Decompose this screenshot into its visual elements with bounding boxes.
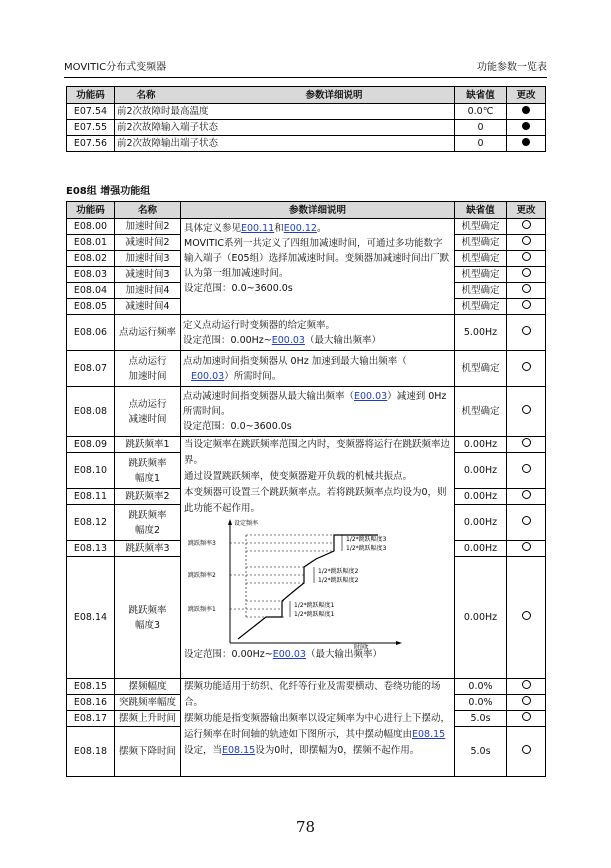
param-name: 减速时间4 — [115, 299, 181, 315]
name-line: 跳跃频率 — [128, 604, 167, 616]
col-header-detail: 参数详细说明 — [305, 89, 363, 101]
param-desc-jump — [181, 437, 455, 679]
param-name: 跳跃频率1 — [115, 437, 181, 453]
param-code: E08.00 — [67, 219, 115, 235]
table-row — [67, 387, 546, 437]
change-mark — [507, 727, 546, 777]
col-header-change: 更改 — [507, 87, 546, 104]
param-code: E08.14 — [67, 557, 115, 679]
col-header-default: 缺省值 — [455, 87, 507, 104]
param-name — [115, 505, 181, 541]
open-circle-icon — [522, 542, 531, 551]
param-code: E08.11 — [67, 489, 115, 505]
change-mark — [507, 387, 546, 437]
col-header-name: 名称 — [136, 89, 156, 101]
desc-range: 设定范围：0.0~3600.0s — [184, 283, 293, 294]
param-default: 0.00Hz — [455, 489, 507, 505]
link-e00-11[interactable]: E00.11 — [241, 223, 275, 234]
param-name: 跳跃频率3 — [115, 541, 181, 557]
open-circle-icon — [522, 464, 531, 473]
name-line: 加速时间 — [128, 370, 167, 382]
table-row — [67, 315, 546, 351]
param-desc — [181, 315, 455, 351]
param-name — [115, 387, 181, 437]
param-default: 机型确定 — [455, 219, 507, 235]
param-default: 机型确定 — [455, 283, 507, 299]
desc-range: 设定范围：0.00Hz~ — [183, 334, 272, 346]
name-line: 减速时间 — [128, 413, 167, 425]
desc-text: MOVITIC系列一共定义了四组加减速时间，可通过多功能数字输入端子（E05组）选择加减速时间。变频器加减速时间出厂默认为第一组加减速时间。 — [184, 238, 450, 279]
param-code: E08.13 — [67, 541, 115, 557]
param-code: E08.12 — [67, 505, 115, 541]
half-width-3-upper: 1/2*跳跃幅度3 — [346, 536, 387, 543]
table-row — [67, 351, 546, 387]
desc-range: 设定范围：0.00Hz~ — [184, 649, 273, 660]
desc-text: 摆频功能适用于纺织、化纤等行业及需要横动、卷绕功能的场合。 — [184, 681, 441, 708]
link-e00-12[interactable]: E00.12 — [283, 223, 317, 234]
open-circle-icon — [522, 490, 531, 499]
desc-text: 点动减速时间指变频器从最大输出频率（ — [183, 391, 355, 402]
desc-text: （最大输出频率） — [305, 649, 382, 660]
param-default: 0 — [455, 136, 507, 152]
link-e00-03[interactable]: E00.03 — [272, 649, 306, 660]
jump-freq-2-label: 跳跃频率2 — [188, 572, 216, 579]
half-width-2-upper: 1/2*跳跃幅度2 — [318, 568, 359, 575]
param-code: E08.02 — [67, 251, 115, 267]
param-code: E08.08 — [67, 387, 115, 437]
open-circle-icon — [522, 362, 531, 371]
change-mark — [507, 219, 546, 235]
param-default: 机型确定 — [455, 251, 507, 267]
param-code: E08.07 — [67, 351, 115, 387]
change-mark — [507, 120, 546, 136]
col-header-desc — [115, 87, 455, 104]
change-mark — [507, 283, 546, 299]
change-mark — [507, 267, 546, 283]
param-default: 机型确定 — [455, 267, 507, 283]
change-mark — [507, 315, 546, 351]
link-e08-15[interactable]: E08.15 — [412, 729, 446, 740]
change-mark — [507, 541, 546, 557]
change-mark — [507, 351, 546, 387]
col-header-desc: 参数详细说明 — [181, 202, 455, 219]
name-line: 跳跃频率 — [128, 509, 167, 521]
param-name: 加速时间2 — [115, 219, 181, 235]
desc-text: 定义点动运行时变频器的给定频率。 — [183, 319, 336, 331]
change-mark — [507, 104, 546, 120]
change-mark — [507, 235, 546, 251]
param-name: 加速时间3 — [115, 251, 181, 267]
param-default: 0.00Hz — [455, 437, 507, 453]
open-circle-icon — [522, 611, 531, 620]
param-desc: 前2次故障输入端子状态 — [115, 120, 455, 136]
param-desc: 前2次故障时最高温度 — [115, 104, 455, 120]
open-circle-icon — [522, 268, 531, 277]
change-mark — [507, 695, 546, 711]
change-mark — [507, 453, 546, 489]
desc-text: 和 — [274, 223, 284, 234]
param-code: E08.10 — [67, 453, 115, 489]
table-e08 — [66, 201, 546, 777]
desc-range: 设定范围：0.0~3600.0s — [183, 421, 292, 432]
desc-text: 点动加速时间指变频器从 0Hz 加速到最大输出频率（ — [183, 355, 407, 367]
link-e00-03[interactable]: E00.03 — [191, 370, 225, 382]
param-default: 0.00Hz — [455, 541, 507, 557]
param-name — [115, 351, 181, 387]
col-header-default: 缺省值 — [455, 202, 507, 219]
param-default: 0.00Hz — [455, 557, 507, 679]
param-code: E07.54 — [67, 104, 115, 120]
table-e07 — [66, 86, 546, 152]
link-e08-15[interactable]: E08.15 — [222, 745, 256, 756]
change-mark — [507, 711, 546, 727]
section-title: E08组 增强功能组 — [66, 186, 151, 197]
open-circle-icon — [522, 284, 531, 293]
param-default: 机型确定 — [455, 299, 507, 315]
desc-text: 摆频功能是指变频器输出频率以设定频率为中心进行上下摆动，运行频率在时间轴的轨迹如下图所示，其中摆动幅度由 — [184, 713, 451, 740]
desc-text: （最大输出频率） — [304, 334, 381, 346]
jump-freq-3-label: 跳跃频率3 — [188, 540, 216, 547]
desc-text: ）减速到 0Hz 所需时间。 — [183, 391, 447, 417]
page-header — [64, 58, 547, 74]
param-name: 点动运行频率 — [115, 315, 181, 351]
param-name: 摆频幅度 — [115, 679, 181, 695]
param-name: 跳跃频率2 — [115, 489, 181, 505]
link-e00-03[interactable]: E00.03 — [271, 334, 305, 346]
param-code: E08.01 — [67, 235, 115, 251]
desc-text: 设定，当 — [184, 745, 223, 756]
desc-text: 本变频器可设置三个跳跃频率点。若将跳跃频率点均设为0，则此功能不起作用。 — [184, 487, 447, 514]
desc-text: 设为0时，即摆幅为0，摆频不起作用。 — [255, 745, 420, 756]
param-desc-swing — [181, 679, 455, 777]
open-circle-icon — [522, 438, 531, 447]
name-line: 点动运行 — [128, 355, 167, 367]
filled-dot-icon — [522, 122, 530, 130]
desc-text: 当设定频率在跳跃频率范围之内时，变频器将运行在跳跃频率边界。 — [184, 439, 451, 466]
change-mark — [507, 136, 546, 152]
y-axis-label: 设定频率 — [234, 520, 259, 527]
desc-text: 具体定义参见 — [184, 223, 242, 234]
param-default: 5.0s — [455, 711, 507, 727]
param-name: 摆频上升时间 — [115, 711, 181, 727]
header-right: 功能参数一览表 — [477, 62, 547, 73]
name-line: 幅度2 — [134, 524, 161, 536]
col-header-code: 功能码 — [67, 202, 115, 219]
param-desc — [181, 387, 455, 437]
open-circle-icon — [522, 220, 531, 229]
param-code: E08.16 — [67, 695, 115, 711]
desc-text: 通过设置跳跃频率，使变频器避开负载的机械共振点。 — [184, 471, 413, 482]
table-row — [67, 120, 546, 136]
filled-dot-icon — [522, 138, 530, 146]
change-mark — [507, 437, 546, 453]
change-mark — [507, 251, 546, 267]
param-desc — [181, 351, 455, 387]
name-line: 幅度1 — [134, 472, 161, 484]
open-circle-icon — [522, 680, 531, 689]
param-code: E08.03 — [67, 267, 115, 283]
name-line: 点动运行 — [128, 398, 167, 410]
param-default: 机型确定 — [455, 351, 507, 387]
param-default: 0 — [455, 120, 507, 136]
param-code: E08.17 — [67, 711, 115, 727]
open-circle-icon — [522, 745, 531, 754]
change-mark — [507, 679, 546, 695]
col-header-change: 更改 — [507, 202, 546, 219]
param-code: E07.56 — [67, 136, 115, 152]
param-default: 5.0s — [455, 727, 507, 777]
open-circle-icon — [522, 300, 531, 309]
name-line: 幅度3 — [134, 619, 161, 631]
x-axis-label: 时间t — [354, 644, 369, 651]
table-row — [67, 104, 546, 120]
name-line: 跳跃频率 — [128, 457, 167, 469]
change-mark — [507, 557, 546, 679]
param-name: 减速时间2 — [115, 235, 181, 251]
table-row — [67, 437, 546, 453]
param-default: 0.0% — [455, 695, 507, 711]
header-divider — [64, 77, 547, 78]
param-code: E08.04 — [67, 283, 115, 299]
param-code: E08.06 — [67, 315, 115, 351]
table-row — [67, 679, 546, 695]
param-name: 摆频下降时间 — [115, 727, 181, 777]
change-mark — [507, 299, 546, 315]
open-circle-icon — [522, 326, 531, 335]
param-desc-accel — [181, 219, 455, 315]
param-default: 0.00Hz — [455, 453, 507, 489]
open-circle-icon — [522, 236, 531, 245]
header-left: MOVITIC分布式变频器 — [64, 62, 167, 73]
param-default: 机型确定 — [455, 387, 507, 437]
param-desc: 前2次故障输出端子状态 — [115, 136, 455, 152]
param-code: E08.15 — [67, 679, 115, 695]
param-code: E08.09 — [67, 437, 115, 453]
param-default: 0.0℃ — [455, 104, 507, 120]
half-width-2-lower: 1/2*跳跃幅度2 — [318, 577, 359, 584]
open-circle-icon — [522, 405, 531, 414]
open-circle-icon — [522, 252, 531, 261]
param-name — [115, 453, 181, 489]
param-code: E08.18 — [67, 727, 115, 777]
param-default: 0.0% — [455, 679, 507, 695]
page-number: 78 — [295, 818, 316, 836]
col-header-name: 名称 — [115, 202, 181, 219]
jump-freq-1-label: 跳跃频率1 — [188, 606, 216, 613]
open-circle-icon — [522, 712, 531, 721]
half-width-1-upper: 1/2*跳跃幅度1 — [294, 602, 335, 609]
table-row — [67, 136, 546, 152]
param-code: E07.55 — [67, 120, 115, 136]
param-name: 减速时间3 — [115, 267, 181, 283]
jump-frequency-figure — [188, 515, 456, 651]
table-row — [67, 219, 546, 235]
param-name: 突跳频率幅度 — [115, 695, 181, 711]
half-width-1-lower: 1/2*跳跃幅度1 — [294, 611, 335, 618]
param-default: 5.00Hz — [455, 315, 507, 351]
half-width-3-lower: 1/2*跳跃幅度3 — [346, 545, 387, 552]
param-default: 机型确定 — [455, 235, 507, 251]
param-code: E08.05 — [67, 299, 115, 315]
change-mark — [507, 505, 546, 541]
change-mark — [507, 489, 546, 505]
desc-text: ）所需时间。 — [224, 370, 282, 382]
param-name: 加速时间4 — [115, 283, 181, 299]
param-name — [115, 557, 181, 679]
param-default: 0.00Hz — [455, 505, 507, 541]
col-header-code: 功能码 — [67, 87, 115, 104]
open-circle-icon — [522, 516, 531, 525]
filled-dot-icon — [522, 106, 530, 114]
link-e00-03[interactable]: E00.03 — [354, 391, 388, 402]
open-circle-icon — [522, 696, 531, 705]
desc-text: 。 — [316, 223, 327, 234]
